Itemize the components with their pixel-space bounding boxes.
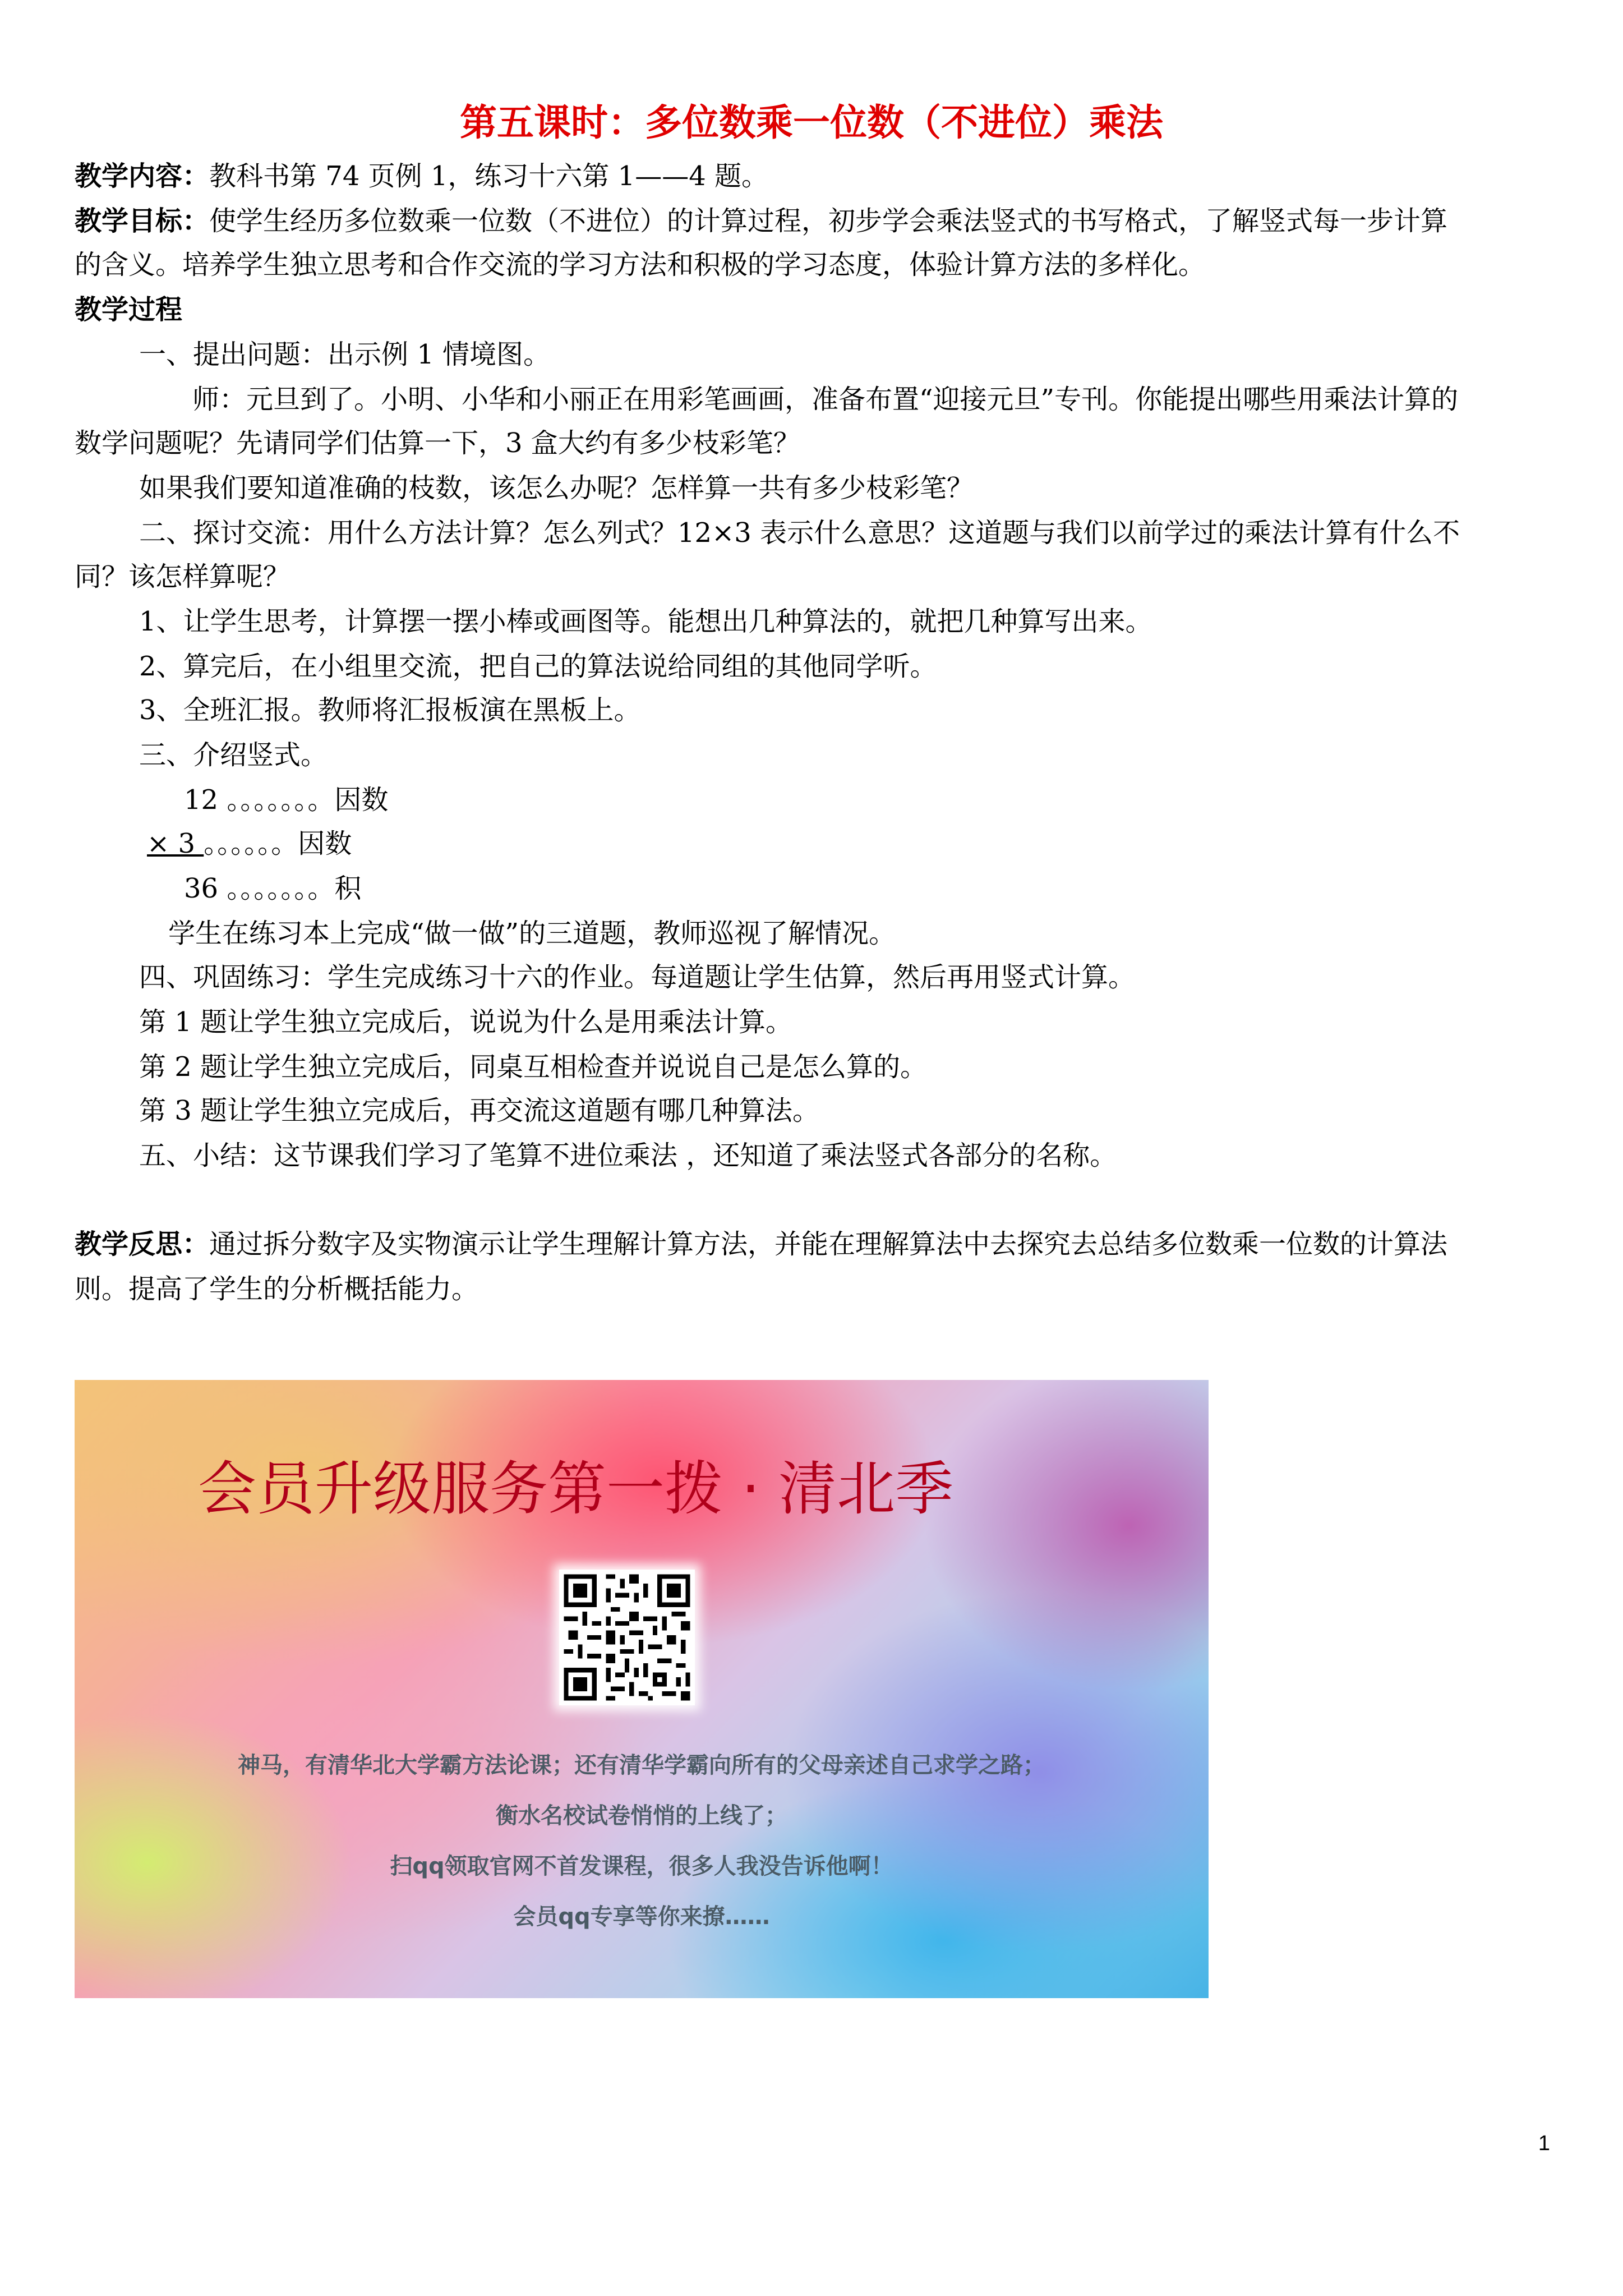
teaching-goal-line2: 的含义。培养学生独立思考和合作交流的学习方法和积极的学习态度，体验计算方法的多样化。 bbox=[75, 249, 1206, 280]
teaching-goal-label: 教学目标： bbox=[75, 205, 210, 237]
process-line: 二、探讨交流：用什么方法计算？怎么列式？12×3 表示什么意思？这道题与我们以前学过的乘法计算有什么不 bbox=[139, 517, 1460, 549]
process-line: 如果我们要知道准确的枝数，该怎么办呢？怎样算一共有多少枝彩笔？ bbox=[139, 472, 974, 504]
vertical-calc-row2-label: 。。。。。。因数 bbox=[204, 828, 352, 859]
promo-text-line1: 神马，有清华北大学霸方法论课；还有清华学霸向所有的父母亲述自己求学之路； bbox=[238, 1752, 1045, 1778]
process-line: 四、巩固练习：学生完成练习十六的作业。每道题让学生估算，然后再用竖式计算。 bbox=[139, 961, 1136, 993]
promo-text-line4: 会员qq专享等你来撩…… bbox=[513, 1904, 770, 1930]
process-line: 一、提出问题：出示例 1 情境图。 bbox=[139, 339, 551, 370]
teaching-goal bbox=[75, 203, 1447, 239]
teaching-content bbox=[75, 158, 768, 194]
qr-code-icon[interactable] bbox=[559, 1570, 695, 1705]
vertical-calc-multiplier: × 3 bbox=[147, 828, 204, 859]
teaching-goal-line1: 使学生经历多位数乘一位数（不进位）的计算过程，初步学会乘法竖式的书写格式，了解竖式每一步计算 bbox=[209, 205, 1448, 237]
vertical-calc-row2 bbox=[147, 826, 352, 862]
vertical-calc-row3: 36 。。。。。。。积 bbox=[184, 873, 362, 904]
lesson-title: 第五课时：多位数乘一位数（不进位）乘法 bbox=[460, 100, 1163, 144]
process-line: 第 1 题让学生独立完成后，说说为什么是用乘法计算。 bbox=[139, 1006, 793, 1038]
process-line: 数学问题呢？先请同学们估算一下，3 盒大约有多少枝彩笔？ bbox=[75, 427, 800, 459]
page-number: 1 bbox=[1538, 2132, 1550, 2155]
process-line: 第 2 题让学生独立完成后，同桌互相检查并说说自己是怎么算的。 bbox=[139, 1051, 928, 1083]
process-line: 师：元旦到了。小明、小华和小丽正在用彩笔画画，准备布置“迎接元旦”专刊。你能提出哪些用乘法计算的 bbox=[192, 384, 1459, 415]
teaching-reflection-label: 教学反思： bbox=[75, 1228, 210, 1260]
process-line: 五、小结：这节课我们学习了笔算不进位乘法 ，还知道了乘法竖式各部分的名称。 bbox=[139, 1140, 1117, 1171]
process-line: 3、全班汇报。教师将汇报板演在黑板上。 bbox=[139, 694, 641, 726]
process-line: 学生在练习本上完成“做一做”的三道题，教师巡视了解情况。 bbox=[168, 918, 896, 949]
process-line: 2、算完后，在小组里交流，把自己的算法说给同组的其他同学听。 bbox=[139, 651, 937, 682]
vertical-calc-row1: 12 。。。。。。。因数 bbox=[184, 784, 389, 816]
promo-text-line3: 扫qq领取官网不首发课程，很多人我没告诉他啊！ bbox=[390, 1853, 893, 1879]
teaching-reflection-line1: 通过拆分数字及实物演示让学生理解计算方法，并能在理解算法中去探究去总结多位数乘一位数的计算法 bbox=[209, 1228, 1448, 1260]
promo-banner[interactable] bbox=[75, 1380, 1209, 1998]
process-line: 1、让学生思考，计算摆一摆小棒或画图等。能想出几种算法的，就把几种算写出来。 bbox=[139, 606, 1152, 637]
qr-code-graphic bbox=[559, 1570, 695, 1705]
teaching-reflection-line2: 则。提高了学生的分析概括能力。 bbox=[75, 1273, 479, 1305]
teaching-content-label: 教学内容： bbox=[75, 160, 210, 192]
teaching-content-text: 教科书第 74 页例 1，练习十六第 1——4 题。 bbox=[209, 160, 769, 192]
promo-title: 会员升级服务第一拨 · 清北季 bbox=[198, 1455, 954, 1523]
teaching-reflection bbox=[75, 1226, 1447, 1262]
process-line: 同？该怎样算呢？ bbox=[75, 561, 291, 592]
teaching-process-label: 教学过程 bbox=[75, 294, 183, 325]
promo-text-line2: 衡水名校试卷悄悄的上线了； bbox=[496, 1803, 787, 1829]
process-line: 三、介绍竖式。 bbox=[139, 739, 328, 771]
process-line: 第 3 题让学生独立完成后，再交流这道题有哪几种算法。 bbox=[139, 1095, 820, 1126]
